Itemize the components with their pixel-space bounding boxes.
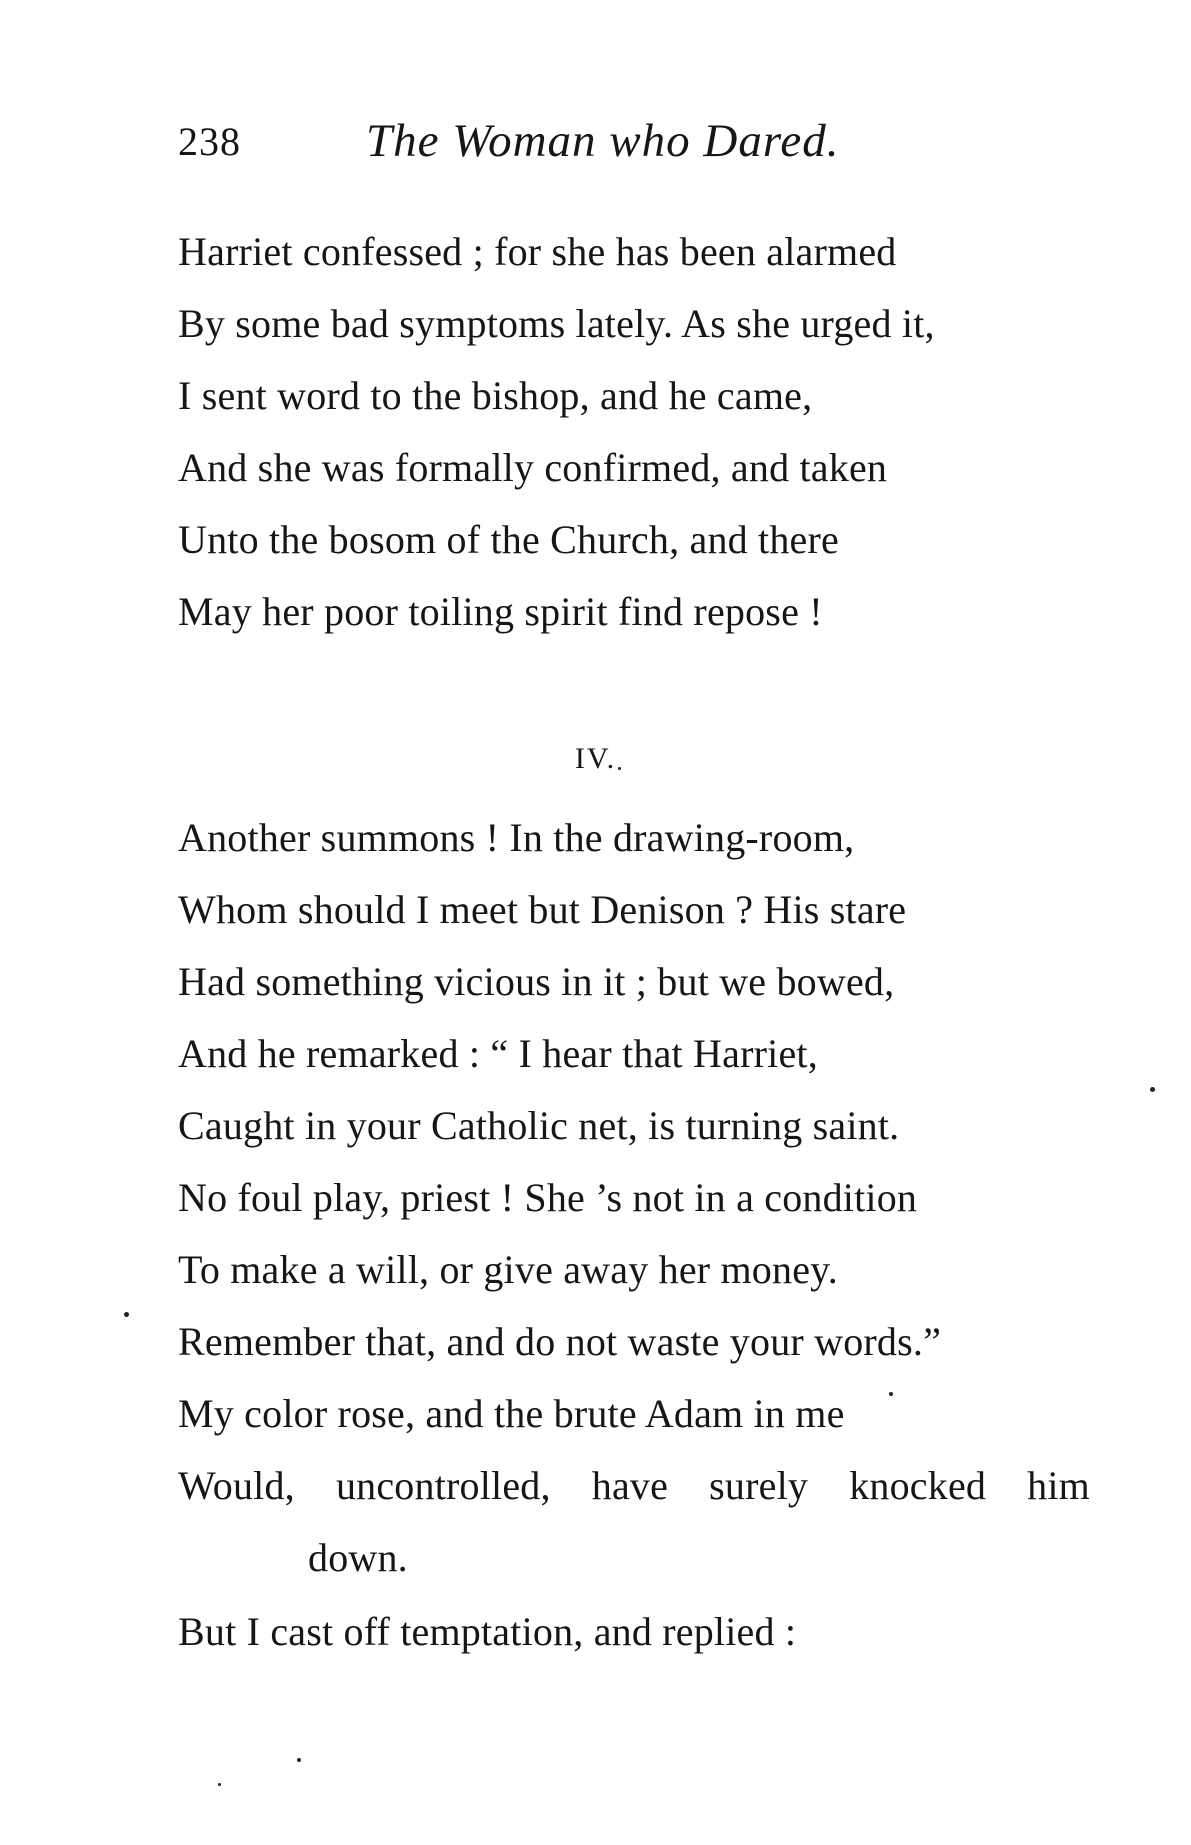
word: him [1027,1463,1090,1508]
word: surely [709,1463,809,1508]
scan-speck [124,1312,129,1317]
running-title: The Woman who Dared. [366,115,840,167]
verse-line: Harriet confessed ; for she has been alarmed [178,229,897,274]
word: have [591,1463,669,1508]
verse-line: Had something vicious in it ; but we bowed, [178,959,895,1004]
verse-line: To make a will, or give away her money. [178,1247,838,1292]
verse-line: And she was formally confirmed, and taken [178,445,888,490]
word: Would, [178,1463,295,1508]
verse-line: I sent word to the bishop, and he came, [178,373,813,418]
scan-speck [889,1392,893,1396]
verse-line: Whom should I meet but Denison ? His stare [178,887,907,932]
scan-speck [1150,1087,1155,1092]
page-number: 238 [178,119,241,164]
verse-line: And he remarked : “ I hear that Harriet, [178,1031,818,1076]
verse-line: Remember that, and do not waste your words.” [178,1319,942,1364]
verse-line-long [178,1462,1090,1510]
page-header [178,115,1078,178]
verse-line: May her poor toiling spirit find repose ! [178,589,823,634]
verse-line: No foul play, priest ! She ’s not in a condition [178,1175,918,1220]
scan-speck [618,767,621,770]
section-heading: IV. [574,742,617,775]
verse-line: Another summons ! In the drawing-room, [178,815,855,860]
scan-speck [218,1783,221,1786]
word: knocked [849,1463,987,1508]
verse-line-runover: down. [308,1535,408,1580]
verse-line: Caught in your Catholic net, is turning saint. [178,1103,900,1148]
verse-line: By some bad symptoms lately. As she urged it, [178,301,935,346]
word: uncontrolled, [335,1463,551,1508]
verse-line: But I cast off temptation, and replied : [178,1609,797,1654]
scan-speck [297,1758,301,1762]
verse-line: My color rose, and the brute Adam in me [178,1391,845,1436]
verse-line: Unto the bosom of the Church, and there [178,517,839,562]
